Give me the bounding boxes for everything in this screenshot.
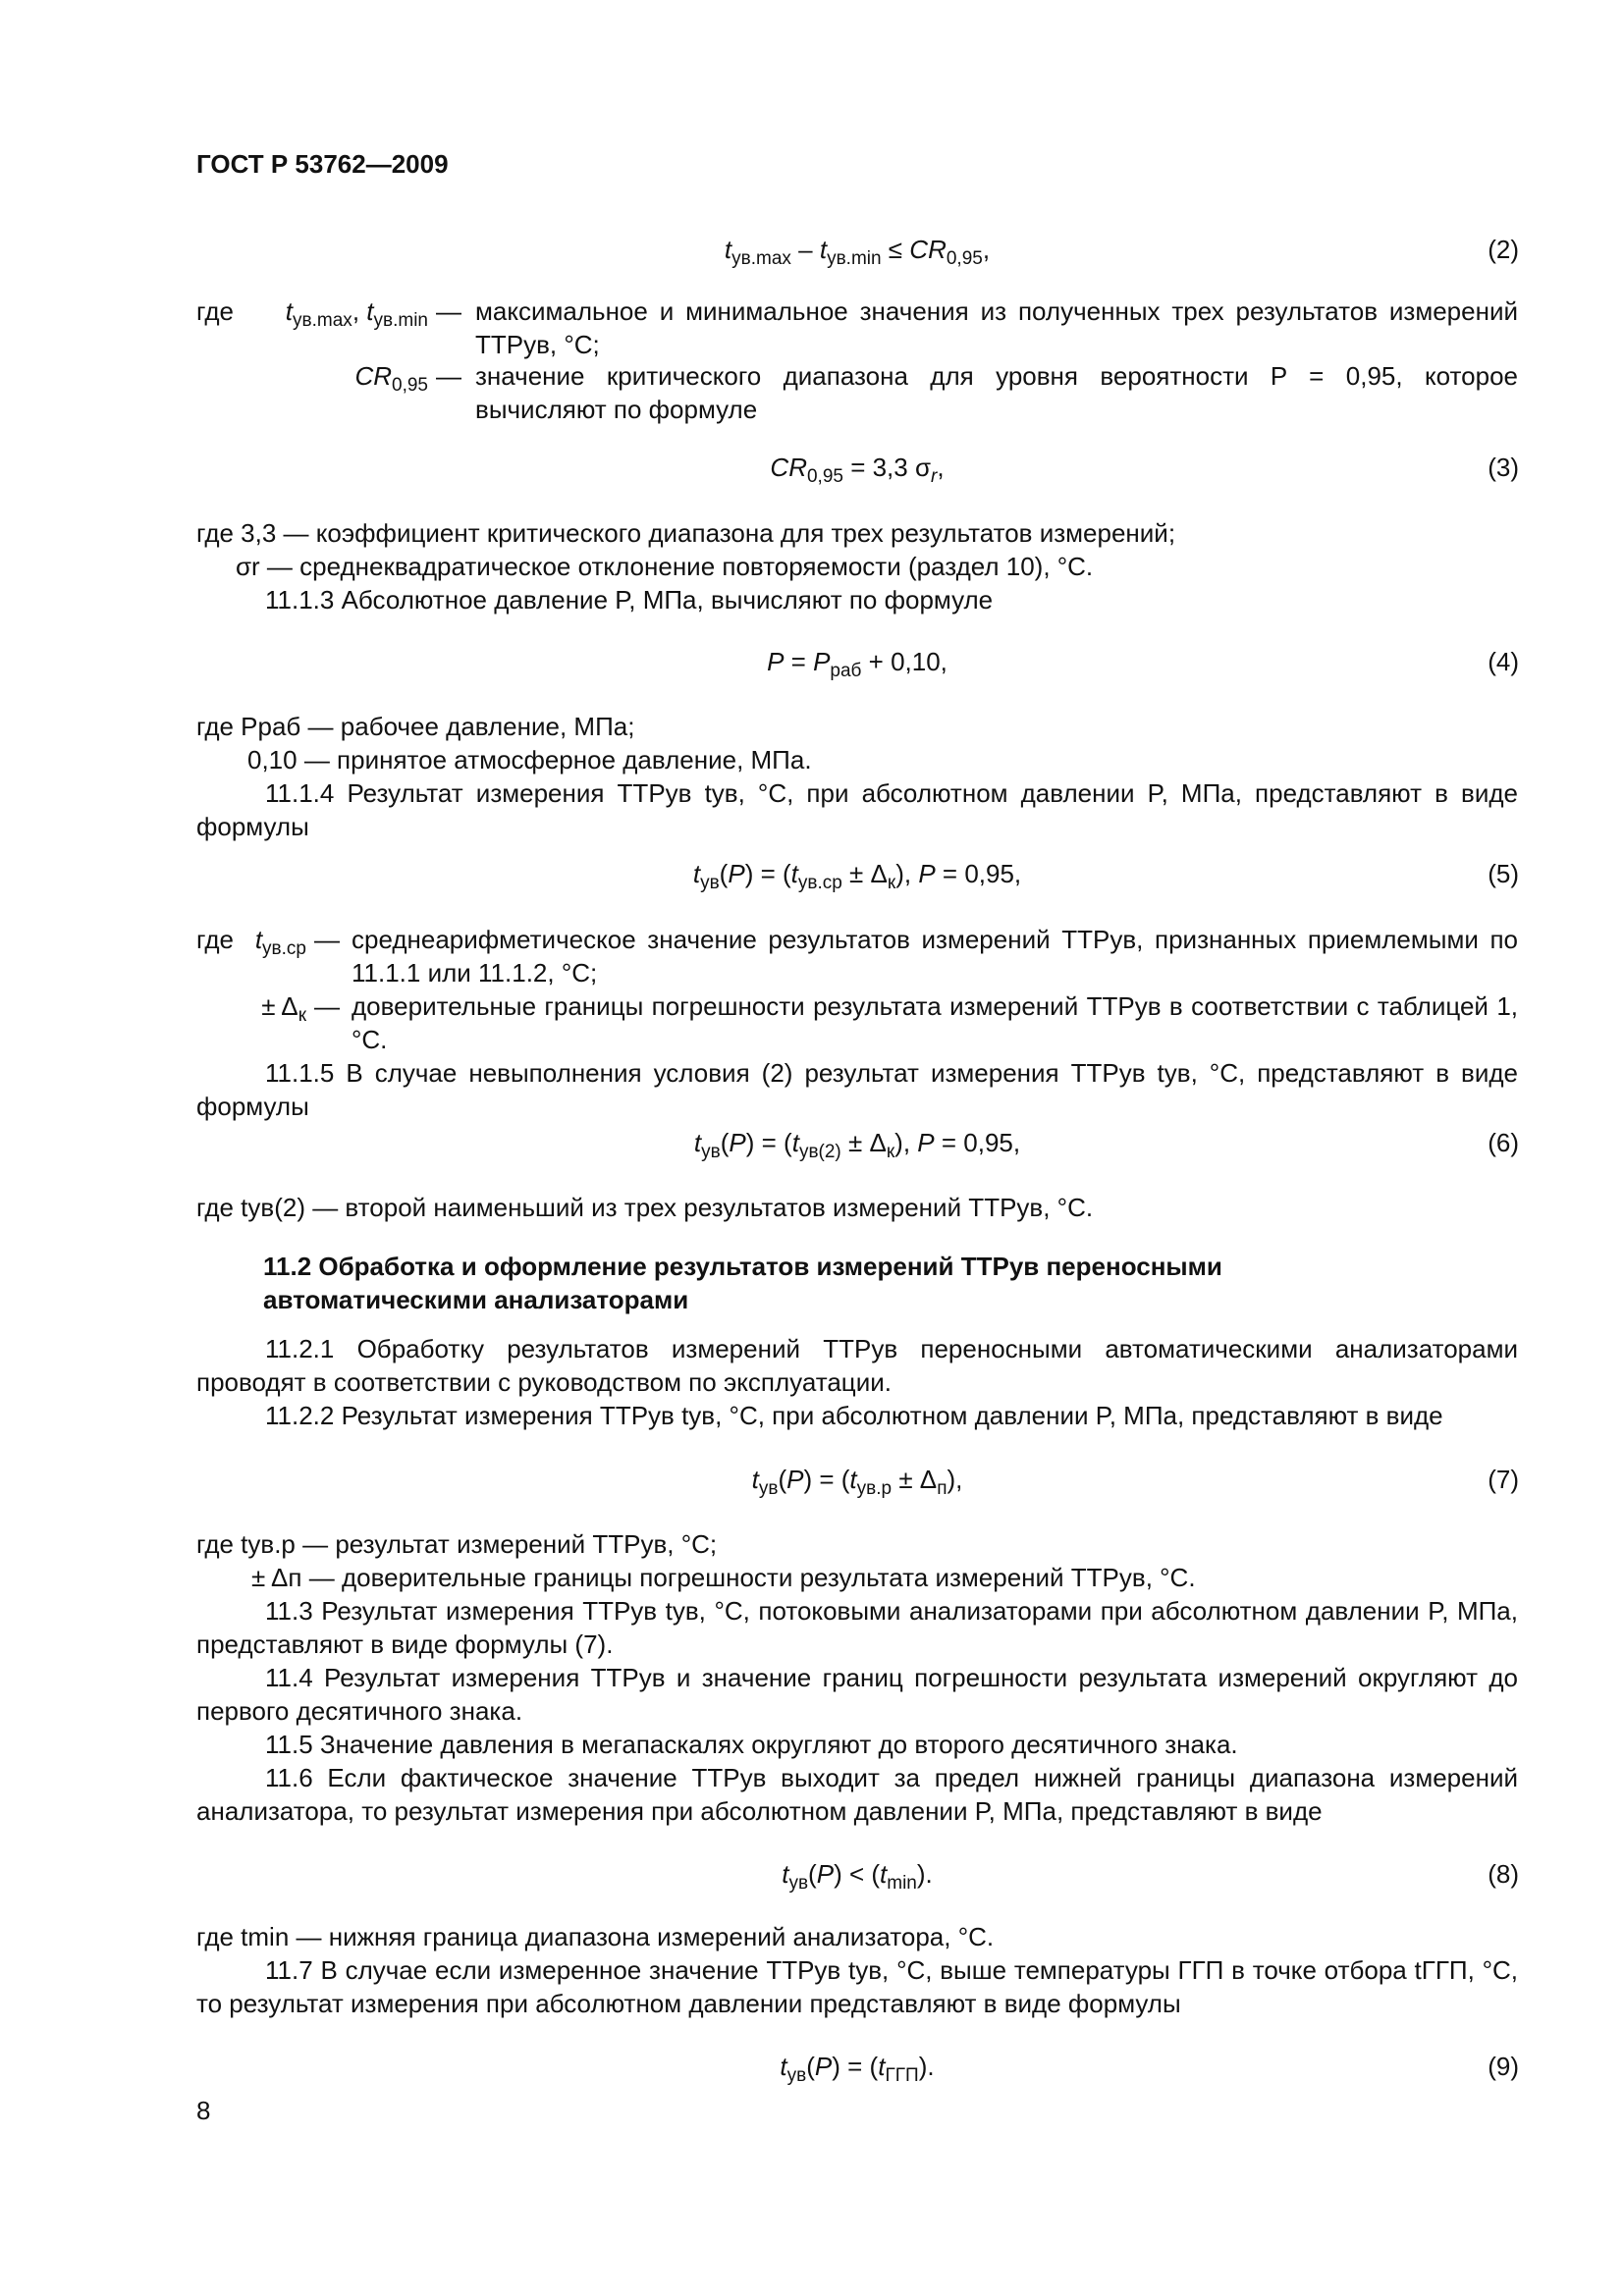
equation-number-6: (6): [1488, 1128, 1519, 1157]
def7-line2: ± Δп — доверительные границы погрешности результата измерений ТТРув, °С.: [251, 1563, 1196, 1592]
formula-9: $t_{ув}(P) = (t_{ГГП})$.: [780, 2052, 935, 2086]
paragraph-11-4: 11.4 Результат измерения ТТРув и значение границ погрешности результата измерений округляют до первого десятичного знака.: [196, 1663, 1518, 1726]
paragraph-11-2-2: 11.2.2 Результат измерения ТТРув tув, °С, при абсолютном давлении P, МПа, представляют в виде: [265, 1401, 1443, 1430]
paragraph-11-5: 11.5 Значение давления в мегапаскалях округляют до второго десятичного знака.: [265, 1730, 1238, 1759]
def7-line1: где tув.р — результат измерений ТТРув, °С;: [196, 1529, 718, 1559]
paragraph-11-3: 11.3 Результат измерения ТТРув tув, °С, потоковыми анализаторами при абсолютном давлении P, МПа, представляют в виде формулы (7).: [196, 1596, 1518, 1659]
def-dash: —: [314, 991, 340, 1021]
def-label-cr095: $CR_{0,95}$: [354, 361, 428, 396]
def-label-tuv-max-min: $t_{ув.max}$, $t_{ув.min}$: [285, 296, 428, 331]
def-dash: —: [436, 296, 461, 326]
formula-2: $t_{ув.max} - t_{ув.min} \le CR_{0,95}$,: [724, 235, 991, 269]
paragraph-11-1-4: 11.1.4 Результат измерения ТТРув tув, °С, при абсолютном давлении P, МПа, представляют в виде формулы: [196, 778, 1518, 841]
def-text-tuv-sr: среднеарифметическое значение результатов измерений ТТРув, признанных приемлемыми по 11.1.1 или 11.1.2, °С;: [352, 925, 1518, 988]
def3-line2: σr — среднеквадратическое отклонение повторяемости (раздел 10), °С.: [236, 552, 1094, 581]
paragraph-11-6: 11.6 Если фактическое значение ТТРув выходит за предел нижней границы диапазона измерений анализатора, то результат измерения при абсолютном давлении P, МПа, представляют в виде: [196, 1763, 1518, 1826]
section-heading-11-2-line1: 11.2 Обработка и оформление результатов измерений ТТРув переносными: [263, 1252, 1222, 1281]
equation-number-7: (7): [1488, 1465, 1519, 1494]
def4-line2: 0,10 — принятое атмосферное давление, МПа.: [247, 745, 812, 774]
where-label: где: [196, 925, 234, 954]
formula-6: $t_{ув}(P) = (t_{ув(2)} \pm \Delta_к)$, P = 0,95,: [693, 1128, 1021, 1162]
where-label: где: [196, 296, 234, 326]
def-text-cr095: значение критического диапазона для уровня вероятности P = 0,95, которое вычисляют по формуле: [475, 361, 1518, 424]
paragraph-11-1-5: 11.1.5 В случае невыполнения условия (2) результат измерения ТТРув tув, °С, представляют в виде формулы: [196, 1058, 1518, 1121]
def4-line1: где Pраб — рабочее давление, МПа;: [196, 712, 635, 741]
def8-text: где tmin — нижняя граница диапазона измерений анализатора, °С.: [196, 1922, 995, 1951]
def-text-tuv-max-min: максимальное и минимальное значения из полученных трех результатов измерений ТТРув, °С;: [475, 296, 1518, 359]
def-dash: —: [314, 925, 340, 954]
paragraph-11-2-1: 11.2.1 Обработку результатов измерений ТТРув переносными автоматическими анализаторами проводят в соответствии с руководством по эксплуатации.: [196, 1334, 1518, 1397]
def-label-delta-k: ± $\Delta_к$: [261, 991, 306, 1026]
equation-number-9: (9): [1488, 2052, 1519, 2081]
paragraph-11-7: 11.7 В случае если измеренное значение ТТРув tув, °С, выше температуры ГГП в точке отбора tГГП, °С, то результат измерения при абсолютном давлении представляют в виде формулы: [196, 1955, 1518, 2018]
equation-number-8: (8): [1488, 1859, 1519, 1889]
formula-3: $CR_{0,95} = 3,3$ $\sigma_r$,: [770, 453, 945, 487]
formula-4: $P = P_{раб} + 0,10$,: [767, 647, 947, 681]
section-heading-11-2-line2: автоматическими анализаторами: [263, 1285, 689, 1314]
equation-number-4: (4): [1488, 647, 1519, 676]
equation-number-5: (5): [1488, 859, 1519, 888]
equation-number-2: (2): [1488, 235, 1519, 264]
def-text-delta-k: доверительные границы погрешности результата измерений ТТРув в соответствии с таблицей 1, °С.: [352, 991, 1518, 1054]
def-dash: —: [436, 361, 461, 391]
def-label-tuv-sr: $t_{ув.ср}$: [254, 925, 306, 959]
formula-8: $t_{ув}(P) < (t_{min})$.: [782, 1859, 933, 1894]
paragraph-11-1-3: 11.1.3 Абсолютное давление P, МПа, вычисляют по формуле: [265, 585, 994, 614]
equation-number-3: (3): [1488, 453, 1519, 482]
formula-5: $t_{ув}(P) = (t_{ув.ср} \pm \Delta_к)$, P = 0,95,: [692, 859, 1022, 893]
def3-line1: где 3,3 — коэффициент критического диапазона для трех результатов измерений;: [196, 518, 1176, 548]
page-number: 8: [196, 2096, 211, 2125]
formula-7: $t_{ув}(P) = (t_{ув.р} \pm \Delta_п)$,: [751, 1465, 963, 1499]
document-header: ГОСТ Р 53762—2009: [196, 149, 449, 179]
def6-text: где tув(2) — второй наименьший из трех результатов измерений ТТРув, °С.: [196, 1193, 1094, 1222]
